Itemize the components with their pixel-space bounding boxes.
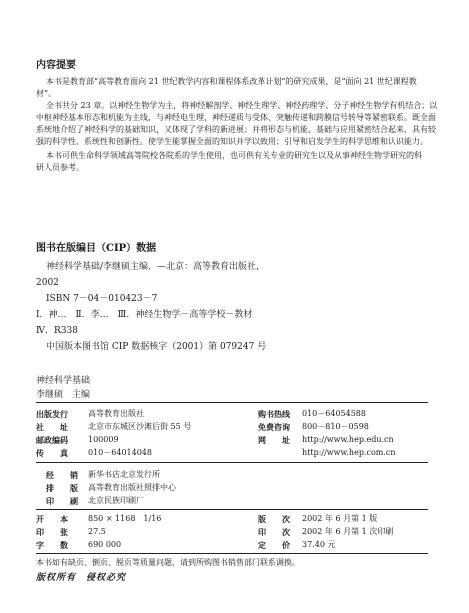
cip-line6: 中国版本图书馆 CIP 数据核字（2001）第 079247 号 <box>46 342 267 352</box>
book-title: 神经科学基础 <box>36 376 91 386</box>
format-value: 850 × 1168 1/16 <box>88 514 162 523</box>
price-value: 37.40 元 <box>302 540 336 549</box>
summary-p3-line2: 研人员参考。 <box>36 163 84 172</box>
wordcount-value: 690 000 <box>88 540 122 549</box>
fax-label: 传 真 <box>36 448 68 458</box>
free-consult-value: 800－810－0598 <box>302 422 369 431</box>
summary-p2-line4: 强的科学性、系统性和创新性。使学生能掌握全面的知识并学以致用；引导和启发学生的科学思维和认识能力。 <box>36 137 428 146</box>
cip-heading: 图书在版编目（CIP）数据 <box>36 243 157 254</box>
cip-line4: Ⅰ．神… Ⅱ．李… Ⅲ．神经生物学－高等学校－教材 <box>36 310 253 320</box>
publisher-value: 高等教育出版社 <box>88 409 144 418</box>
free-consult-label: 免费咨询 <box>258 422 290 432</box>
format-label: 开 本 <box>36 514 68 524</box>
postcode-value: 100009 <box>88 435 119 444</box>
purchase-hotline-value: 010－64054588 <box>302 409 366 418</box>
edition-value: 2002 年 6 月第 1 版 <box>302 514 378 523</box>
summary-p3-line1: 本书可供生命科学领域高等院校各院系的学生使用，也可供有关专业的研究生以及从事神经生物学研究的科 <box>46 151 422 160</box>
summary-p2-line1: 全书共分 23 章。以神经生物学为主，将神经解剖学、神经生理学、神经药理学、分子神经生物学有机结合；以 <box>46 101 438 110</box>
divider-bottom <box>36 553 428 554</box>
summary-p2-line2: 中枢神经基本形态和机能为主线，与神经电生理、神经递质与受体、突触传递和跨膜信号转导等紧密联系。既全面 <box>36 113 436 122</box>
quality-notice: 本书如有缺页、倒页、脱页等质量问题，请到所购图书销售部门联系调换。 <box>36 558 300 567</box>
printing-label: 印 次 <box>258 527 290 537</box>
summary-heading: 内容提要 <box>36 60 76 71</box>
printer-value: 北京民族印刷厂 <box>88 496 144 505</box>
summary-p1-line2: 材”。 <box>36 89 57 98</box>
printing-value: 2002 年 6 月第 1 次印刷 <box>302 527 394 536</box>
website-label: 网 址 <box>258 435 290 445</box>
address-value: 北京市东城区沙滩后街 55 号 <box>88 422 192 431</box>
fax-value: 010－64014048 <box>88 448 152 457</box>
purchase-hotline-label: 购书热线 <box>258 409 290 419</box>
address-label: 社 址 <box>36 422 68 432</box>
typesetting-value: 高等教育出版社照排中心 <box>88 483 176 492</box>
printer-label: 印 刷 <box>46 496 78 506</box>
postcode-label: 邮政编码 <box>36 435 68 445</box>
book-editor: 李继硕 主编 <box>36 390 91 400</box>
cip-line3: ISBN 7－04－010423－7 <box>46 294 158 304</box>
typesetting-label: 排 版 <box>46 483 78 493</box>
divider-top <box>36 402 428 403</box>
distributor-label: 经 销 <box>46 470 78 480</box>
sheets-value: 27.5 <box>88 527 106 536</box>
cip-line1: 神经科学基础/李继硕主编．—北京：高等教育出版社， <box>46 262 266 272</box>
summary-p2-line3: 系统地介绍了神经科学的基础知识，又体现了学科的新进展；并将形态与机能、基础与应用紧密结合起来，具有较 <box>36 125 436 134</box>
sheets-label: 印 张 <box>36 527 68 537</box>
summary-p1-line1: 本书是教育部“高等教育面向 21 世纪教学内容和课程体系改革计划”的研究成果，是“面向 21 世纪课程教 <box>46 77 417 86</box>
distributor-value: 新华书店北京发行所 <box>88 470 160 479</box>
divider-mid <box>36 462 428 463</box>
cip-line5: Ⅳ．R338 <box>36 326 78 336</box>
website-value-1: http://www.hep.edu.cn <box>302 435 394 444</box>
publisher-label: 出版发行 <box>36 409 68 419</box>
website-value-2: http://www.hep.com.cn <box>302 448 396 457</box>
edition-label: 版 次 <box>258 514 290 524</box>
divider-specs <box>36 509 428 510</box>
copyright-notice: 版权所有 侵权必究 <box>36 573 127 583</box>
wordcount-label: 字 数 <box>36 540 68 550</box>
price-label: 定 价 <box>258 540 290 550</box>
cip-line2: 2002 <box>36 278 59 288</box>
